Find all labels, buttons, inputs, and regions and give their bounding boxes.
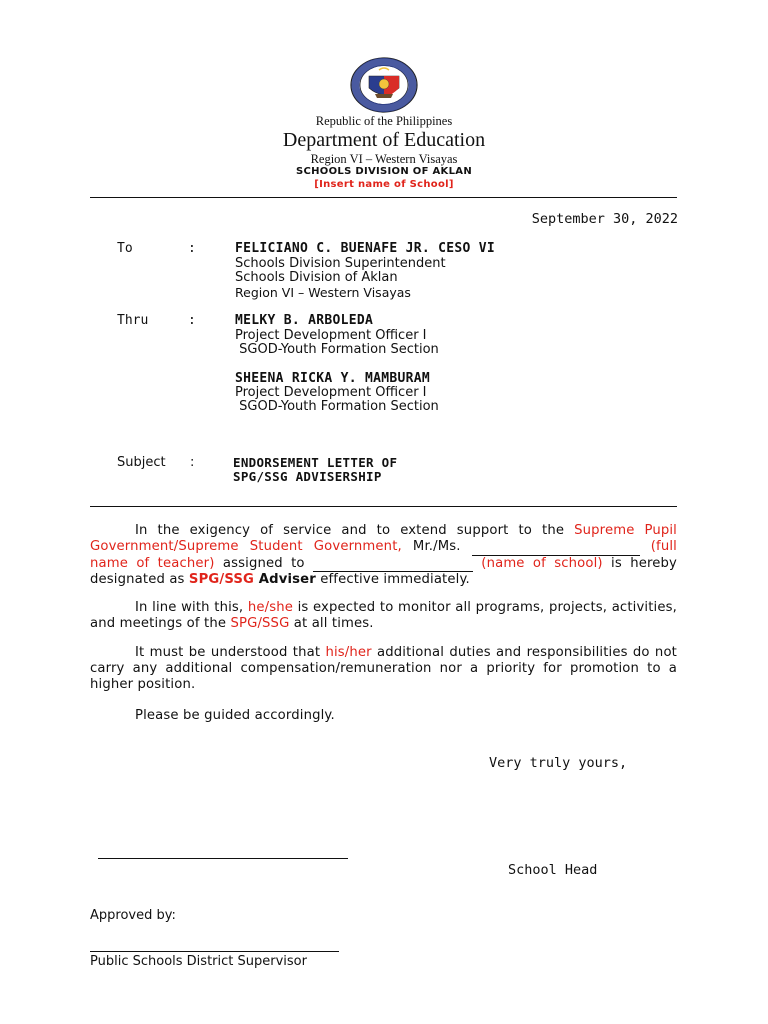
to-colon: : bbox=[188, 241, 196, 256]
region-line: Region VI – Western Visayas bbox=[310, 152, 458, 166]
thru-person-1-title: Project Development Officer I bbox=[235, 328, 427, 343]
school-name-blank bbox=[313, 556, 473, 573]
to-line-2: Schools Division of Aklan bbox=[235, 270, 398, 285]
school-head-label: School Head bbox=[508, 862, 598, 878]
signature-line bbox=[98, 858, 348, 859]
organization-name: Supreme Pupil Government/Supreme Student Government, bbox=[90, 523, 677, 554]
approved-by-label: Approved by: bbox=[90, 908, 176, 923]
thru-person-2-title: Project Development Officer I bbox=[235, 385, 427, 400]
spg-ssg-reference: SPG/SSG bbox=[230, 615, 290, 631]
to-line-3: Region VI – Western Visayas bbox=[235, 285, 411, 300]
teacher-name-blank bbox=[472, 539, 640, 556]
school-name-hint: (name of school) bbox=[481, 555, 603, 571]
body-paragraph-4: Please be guided accordingly. bbox=[135, 708, 335, 723]
thru-person-2-section: SGOD-Youth Formation Section bbox=[235, 399, 439, 414]
thru-person-2-name: SHEENA RICKA Y. MAMBURAM bbox=[235, 371, 431, 386]
thru-colon: : bbox=[188, 313, 196, 328]
subject-label: Subject bbox=[117, 455, 166, 470]
header-divider bbox=[90, 197, 677, 198]
department-title: Department of Education bbox=[282, 129, 486, 151]
teacher-name-hint: (full name of teacher) bbox=[90, 538, 677, 571]
body-paragraph-3: It must be understood that his/her additional duties and responsibilities do not carry any additional compensation/remuneration nor a priority for promotion to a higher position. bbox=[90, 645, 677, 692]
body-paragraph-2: In line with this, he/she is expected to monitor all programs, projects, activities, and meetings of the SPG/SSG at all times. bbox=[90, 600, 677, 631]
thru-label: Thru bbox=[117, 313, 149, 328]
closing-line: Very truly yours, bbox=[489, 755, 628, 771]
thru-person-1-section: SGOD-Youth Formation Section bbox=[235, 342, 439, 357]
deped-seal bbox=[349, 56, 419, 114]
supervisor-label: Public Schools District Supervisor bbox=[90, 954, 307, 969]
to-line-1: Schools Division Superintendent bbox=[235, 256, 446, 271]
subject-colon: : bbox=[190, 455, 195, 470]
subject-line-2: SPG/SSG ADVISERSHIP bbox=[233, 469, 382, 484]
to-label: To bbox=[117, 241, 133, 256]
to-name: FELICIANO C. BUENAFE JR. CESO VI bbox=[235, 241, 496, 256]
approval-signature-line bbox=[90, 951, 339, 952]
body-paragraph-1: In the exigency of service and to extend support to the Supreme Pupil Government/Supreme Student Government, Mr./Ms. (full name of teacher) assigned to (name of school) is hereby designated as SPG/SSG Adviser effective immediately. bbox=[90, 523, 677, 588]
pronoun-placeholder: he/she bbox=[247, 600, 294, 615]
republic-line: Republic of the Philippines bbox=[315, 114, 453, 128]
possessive-placeholder: his/her bbox=[325, 645, 372, 660]
subject-divider bbox=[90, 506, 677, 507]
school-name-placeholder: [Insert name of School] bbox=[314, 179, 454, 190]
spg-ssg-designation: SPG/SSG bbox=[188, 572, 255, 588]
subject-line-1: ENDORSEMENT LETTER OF bbox=[233, 455, 398, 470]
letter-date: September 30, 2022 bbox=[531, 211, 678, 227]
division-line: SCHOOLS DIVISION OF AKLAN bbox=[295, 166, 472, 177]
thru-person-1-name: MELKY B. ARBOLEDA bbox=[235, 313, 374, 328]
